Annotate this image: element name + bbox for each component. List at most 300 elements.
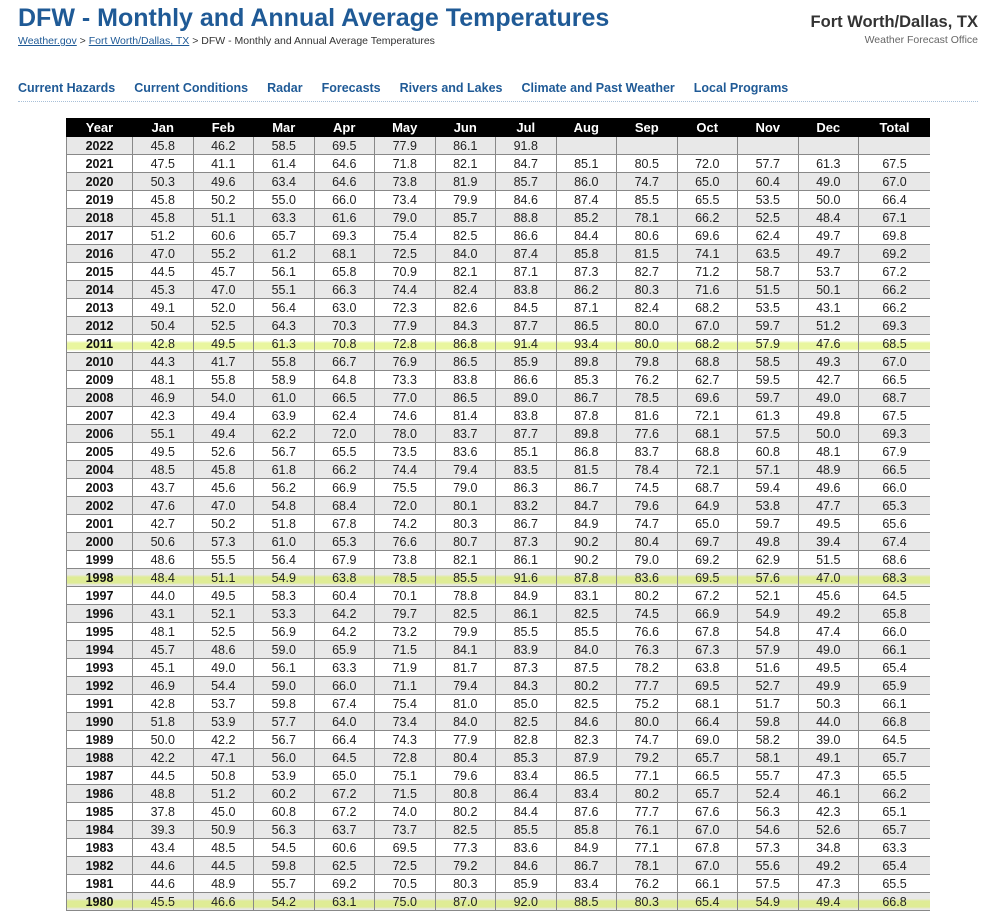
- month-temp-cell: 66.4: [677, 713, 738, 731]
- month-temp-cell: 58.3: [254, 587, 315, 605]
- month-temp-cell: 45.8: [193, 461, 254, 479]
- month-temp-cell: 52.7: [738, 677, 799, 695]
- month-temp-cell: 72.1: [677, 407, 738, 425]
- month-temp-cell: 85.5: [617, 191, 678, 209]
- month-temp-cell: 58.9: [254, 371, 315, 389]
- total-cell: 65.6: [859, 515, 931, 533]
- nav-rivers-and-lakes[interactable]: Rivers and Lakes: [399, 81, 503, 95]
- total-cell: 63.3: [859, 839, 931, 857]
- month-temp-cell: 55.7: [738, 767, 799, 785]
- month-temp-cell: 62.7: [677, 371, 738, 389]
- month-temp-cell: 59.8: [254, 857, 315, 875]
- month-temp-cell: 69.3: [314, 227, 375, 245]
- table-row: [67, 227, 931, 245]
- month-temp-cell: 69.5: [677, 677, 738, 695]
- month-temp-cell: 56.7: [254, 731, 315, 749]
- month-temp-cell: 73.4: [375, 191, 436, 209]
- month-temp-cell: 84.1: [435, 641, 496, 659]
- month-temp-cell: 82.5: [435, 227, 496, 245]
- year-cell: 1991: [67, 695, 133, 713]
- month-temp-cell: 86.0: [556, 173, 617, 191]
- month-temp-cell: 43.4: [133, 839, 194, 857]
- month-temp-cell: 57.3: [193, 533, 254, 551]
- month-temp-cell: 68.2: [677, 299, 738, 317]
- month-temp-cell: 80.3: [435, 515, 496, 533]
- month-temp-cell: 51.8: [254, 515, 315, 533]
- month-temp-cell: 58.5: [738, 353, 799, 371]
- month-temp-cell: 86.4: [496, 785, 557, 803]
- month-temp-cell: 62.2: [254, 425, 315, 443]
- month-temp-cell: 83.7: [435, 425, 496, 443]
- month-temp-cell: 75.4: [375, 695, 436, 713]
- month-temp-cell: 54.9: [254, 569, 315, 587]
- month-temp-cell: 83.6: [435, 443, 496, 461]
- month-temp-cell: 69.5: [314, 137, 375, 155]
- breadcrumb-link-weather-gov[interactable]: Weather.gov: [18, 35, 77, 47]
- month-temp-cell: 78.2: [617, 659, 678, 677]
- month-temp-cell: 64.2: [314, 623, 375, 641]
- nav-current-hazards[interactable]: Current Hazards: [18, 81, 116, 95]
- month-temp-cell: 45.7: [193, 263, 254, 281]
- month-temp-cell: 61.3: [738, 407, 799, 425]
- year-cell: 2017: [67, 227, 133, 245]
- total-cell: 65.4: [859, 857, 931, 875]
- month-temp-cell: 80.4: [435, 749, 496, 767]
- month-temp-cell: 71.2: [677, 263, 738, 281]
- page-header: [0, 0, 996, 60]
- total-cell: 64.5: [859, 587, 931, 605]
- month-temp-cell: 63.3: [314, 659, 375, 677]
- year-cell: 2004: [67, 461, 133, 479]
- month-temp-cell: 86.7: [556, 389, 617, 407]
- month-temp-cell: 37.8: [133, 803, 194, 821]
- month-temp-cell: 50.0: [798, 191, 859, 209]
- month-temp-cell: 81.7: [435, 659, 496, 677]
- year-cell: 1998: [67, 569, 133, 587]
- nav-radar[interactable]: Radar: [267, 81, 303, 95]
- month-temp-cell: 56.2: [254, 479, 315, 497]
- table-row: [67, 407, 931, 425]
- month-temp-cell: 62.4: [738, 227, 799, 245]
- month-temp-cell: 61.8: [254, 461, 315, 479]
- year-cell: 2007: [67, 407, 133, 425]
- table-row: [67, 587, 931, 605]
- month-temp-cell: 87.5: [556, 659, 617, 677]
- month-temp-cell: 44.5: [133, 767, 194, 785]
- month-temp-cell: 86.7: [556, 857, 617, 875]
- month-temp-cell: 56.7: [254, 443, 315, 461]
- month-temp-cell: 55.7: [254, 875, 315, 893]
- month-temp-cell: 49.0: [798, 641, 859, 659]
- month-temp-cell: 50.2: [193, 191, 254, 209]
- month-temp-cell: 86.1: [496, 551, 557, 569]
- month-temp-cell: 66.0: [314, 191, 375, 209]
- column-header-mar: Mar: [254, 119, 315, 137]
- month-temp-cell: 54.6: [738, 821, 799, 839]
- month-temp-cell: 54.9: [738, 893, 799, 911]
- column-header-jan: Jan: [133, 119, 194, 137]
- month-temp-cell: 51.5: [798, 551, 859, 569]
- total-cell: 69.3: [859, 317, 931, 335]
- column-header-total: Total: [859, 119, 931, 137]
- month-temp-cell: 67.2: [314, 803, 375, 821]
- month-temp-cell: 82.5: [435, 821, 496, 839]
- month-temp-cell: 85.9: [496, 353, 557, 371]
- month-temp-cell: 80.3: [435, 875, 496, 893]
- month-temp-cell: 83.4: [556, 875, 617, 893]
- month-temp-cell: 82.5: [556, 695, 617, 713]
- month-temp-cell: 49.5: [133, 443, 194, 461]
- year-cell: 2005: [67, 443, 133, 461]
- month-temp-cell: 48.8: [133, 785, 194, 803]
- column-header-aug: Aug: [556, 119, 617, 137]
- table-row: [67, 479, 931, 497]
- nav-forecasts[interactable]: Forecasts: [321, 81, 381, 95]
- column-header-year: Year: [67, 119, 133, 137]
- year-cell: 1981: [67, 875, 133, 893]
- month-temp-cell: 83.9: [496, 641, 557, 659]
- month-temp-cell: 42.3: [133, 407, 194, 425]
- month-temp-cell: 83.8: [435, 371, 496, 389]
- table-row: [67, 371, 931, 389]
- month-temp-cell: 71.5: [375, 785, 436, 803]
- month-temp-cell: 51.5: [738, 281, 799, 299]
- month-temp-cell: 84.5: [496, 299, 557, 317]
- month-temp-cell: 69.7: [677, 533, 738, 551]
- month-temp-cell: [617, 137, 678, 155]
- month-temp-cell: 47.5: [133, 155, 194, 173]
- month-temp-cell: 92.0: [496, 893, 557, 911]
- column-header-feb: Feb: [193, 119, 254, 137]
- total-cell: 67.0: [859, 353, 931, 371]
- month-temp-cell: 79.4: [435, 677, 496, 695]
- month-temp-cell: 71.8: [375, 155, 436, 173]
- month-temp-cell: 50.0: [133, 731, 194, 749]
- month-temp-cell: 86.5: [556, 767, 617, 785]
- month-temp-cell: 74.2: [375, 515, 436, 533]
- total-cell: 66.2: [859, 785, 931, 803]
- month-temp-cell: 85.0: [496, 695, 557, 713]
- column-header-sep: Sep: [617, 119, 678, 137]
- month-temp-cell: 86.7: [556, 479, 617, 497]
- month-temp-cell: 72.8: [375, 749, 436, 767]
- month-temp-cell: 46.1: [798, 785, 859, 803]
- month-temp-cell: 52.0: [193, 299, 254, 317]
- month-temp-cell: 48.6: [193, 641, 254, 659]
- month-temp-cell: 73.8: [375, 551, 436, 569]
- month-temp-cell: 72.0: [314, 425, 375, 443]
- month-temp-cell: 83.4: [496, 767, 557, 785]
- month-temp-cell: 49.8: [798, 407, 859, 425]
- month-temp-cell: 55.8: [193, 371, 254, 389]
- table-row: [67, 569, 931, 587]
- month-temp-cell: 56.3: [254, 821, 315, 839]
- month-temp-cell: 61.4: [254, 155, 315, 173]
- month-temp-cell: 49.4: [798, 893, 859, 911]
- month-temp-cell: 82.1: [435, 551, 496, 569]
- month-temp-cell: 87.4: [496, 245, 557, 263]
- month-temp-cell: 80.7: [435, 533, 496, 551]
- total-cell: 65.5: [859, 875, 931, 893]
- month-temp-cell: 60.2: [254, 785, 315, 803]
- year-cell: 1994: [67, 641, 133, 659]
- table-row: [67, 731, 931, 749]
- month-temp-cell: 76.2: [617, 371, 678, 389]
- month-temp-cell: 78.1: [617, 857, 678, 875]
- month-temp-cell: 65.0: [314, 767, 375, 785]
- month-temp-cell: 53.5: [738, 299, 799, 317]
- month-temp-cell: 66.9: [314, 479, 375, 497]
- month-temp-cell: 76.3: [617, 641, 678, 659]
- table-row: [67, 155, 931, 173]
- month-temp-cell: 79.2: [617, 749, 678, 767]
- total-cell: 69.2: [859, 245, 931, 263]
- year-cell: 1990: [67, 713, 133, 731]
- month-temp-cell: 87.0: [435, 893, 496, 911]
- month-temp-cell: 87.8: [556, 569, 617, 587]
- total-cell: 67.0: [859, 173, 931, 191]
- month-temp-cell: 65.7: [677, 749, 738, 767]
- year-cell: 2000: [67, 533, 133, 551]
- month-temp-cell: 51.2: [133, 227, 194, 245]
- month-temp-cell: 61.3: [254, 335, 315, 353]
- year-cell: 2021: [67, 155, 133, 173]
- month-temp-cell: 74.1: [677, 245, 738, 263]
- month-temp-cell: 46.2: [193, 137, 254, 155]
- month-temp-cell: 78.5: [617, 389, 678, 407]
- month-temp-cell: 48.1: [133, 371, 194, 389]
- month-temp-cell: 66.7: [314, 353, 375, 371]
- month-temp-cell: 85.1: [496, 443, 557, 461]
- month-temp-cell: 79.2: [435, 857, 496, 875]
- month-temp-cell: 43.7: [133, 479, 194, 497]
- month-temp-cell: 53.8: [738, 497, 799, 515]
- month-temp-cell: 88.5: [556, 893, 617, 911]
- month-temp-cell: 80.2: [617, 785, 678, 803]
- breadcrumb-separator: >: [76, 35, 89, 47]
- month-temp-cell: 67.0: [677, 821, 738, 839]
- month-temp-cell: 52.1: [738, 587, 799, 605]
- month-temp-cell: 84.6: [496, 857, 557, 875]
- year-cell: 2014: [67, 281, 133, 299]
- month-temp-cell: 66.3: [314, 281, 375, 299]
- month-temp-cell: 58.5: [254, 137, 315, 155]
- month-temp-cell: 59.7: [738, 389, 799, 407]
- month-temp-cell: 77.7: [617, 677, 678, 695]
- nav-current-conditions[interactable]: Current Conditions: [134, 81, 249, 95]
- month-temp-cell: 56.4: [254, 299, 315, 317]
- month-temp-cell: 91.4: [496, 335, 557, 353]
- total-cell: 67.5: [859, 407, 931, 425]
- month-temp-cell: 77.3: [435, 839, 496, 857]
- month-temp-cell: 79.4: [435, 461, 496, 479]
- breadcrumb-link-fort-worth[interactable]: Fort Worth/Dallas, TX: [88, 35, 190, 47]
- month-temp-cell: 49.2: [798, 605, 859, 623]
- month-temp-cell: 51.2: [798, 317, 859, 335]
- month-temp-cell: 42.8: [133, 695, 194, 713]
- month-temp-cell: 52.5: [193, 623, 254, 641]
- month-temp-cell: 61.3: [798, 155, 859, 173]
- month-temp-cell: 89.0: [496, 389, 557, 407]
- month-temp-cell: 77.9: [375, 137, 436, 155]
- month-temp-cell: 71.9: [375, 659, 436, 677]
- month-temp-cell: 50.4: [133, 317, 194, 335]
- month-temp-cell: 48.9: [798, 461, 859, 479]
- month-temp-cell: 84.4: [556, 227, 617, 245]
- month-temp-cell: 85.3: [496, 749, 557, 767]
- month-temp-cell: 54.9: [738, 605, 799, 623]
- month-temp-cell: 61.2: [254, 245, 315, 263]
- month-temp-cell: 82.5: [435, 605, 496, 623]
- month-temp-cell: 86.8: [435, 335, 496, 353]
- total-cell: 66.0: [859, 479, 931, 497]
- month-temp-cell: 47.7: [798, 497, 859, 515]
- month-temp-cell: 80.0: [617, 317, 678, 335]
- month-temp-cell: 80.0: [617, 713, 678, 731]
- month-temp-cell: 67.0: [677, 857, 738, 875]
- month-temp-cell: 79.8: [617, 353, 678, 371]
- month-temp-cell: 79.0: [617, 551, 678, 569]
- year-cell: 2020: [67, 173, 133, 191]
- month-temp-cell: 49.5: [798, 515, 859, 533]
- table-row: [67, 299, 931, 317]
- month-temp-cell: 82.4: [435, 281, 496, 299]
- year-cell: 2016: [67, 245, 133, 263]
- month-temp-cell: 54.5: [254, 839, 315, 857]
- month-temp-cell: 81.6: [617, 407, 678, 425]
- total-cell: 66.0: [859, 623, 931, 641]
- office-name: Fort Worth/Dallas, TX: [810, 13, 978, 31]
- month-temp-cell: [738, 137, 799, 155]
- month-temp-cell: 79.7: [375, 605, 436, 623]
- year-cell: 2019: [67, 191, 133, 209]
- year-cell: 2003: [67, 479, 133, 497]
- month-temp-cell: 79.0: [375, 209, 436, 227]
- month-temp-cell: 42.2: [193, 731, 254, 749]
- month-temp-cell: 86.5: [435, 389, 496, 407]
- month-temp-cell: 87.7: [496, 317, 557, 335]
- month-temp-cell: 57.1: [738, 461, 799, 479]
- table-row: [67, 893, 931, 911]
- year-cell: 2013: [67, 299, 133, 317]
- month-temp-cell: 86.6: [496, 371, 557, 389]
- month-temp-cell: 49.0: [193, 659, 254, 677]
- month-temp-cell: 50.8: [193, 767, 254, 785]
- month-temp-cell: 45.7: [133, 641, 194, 659]
- month-temp-cell: 51.2: [193, 785, 254, 803]
- month-temp-cell: 65.4: [677, 893, 738, 911]
- month-temp-cell: 63.1: [314, 893, 375, 911]
- month-temp-cell: 79.0: [435, 479, 496, 497]
- month-temp-cell: 59.8: [738, 713, 799, 731]
- page-title: DFW - Monthly and Annual Average Temperatures: [18, 4, 610, 32]
- month-temp-cell: 85.8: [556, 245, 617, 263]
- year-cell: 1988: [67, 749, 133, 767]
- month-temp-cell: 81.5: [617, 245, 678, 263]
- month-temp-cell: 45.8: [133, 191, 194, 209]
- month-temp-cell: 48.4: [133, 569, 194, 587]
- month-temp-cell: 74.3: [375, 731, 436, 749]
- month-temp-cell: 68.4: [314, 497, 375, 515]
- month-temp-cell: 59.4: [738, 479, 799, 497]
- month-temp-cell: 45.3: [133, 281, 194, 299]
- month-temp-cell: 56.4: [254, 551, 315, 569]
- month-temp-cell: 80.3: [617, 893, 678, 911]
- table-row: [67, 623, 931, 641]
- month-temp-cell: 63.4: [254, 173, 315, 191]
- month-temp-cell: 67.6: [677, 803, 738, 821]
- month-temp-cell: 60.8: [254, 803, 315, 821]
- month-temp-cell: 62.9: [738, 551, 799, 569]
- month-temp-cell: 43.1: [798, 299, 859, 317]
- total-cell: 65.8: [859, 605, 931, 623]
- month-temp-cell: 84.6: [556, 713, 617, 731]
- month-temp-cell: 54.4: [193, 677, 254, 695]
- month-temp-cell: 75.0: [375, 893, 436, 911]
- month-temp-cell: 77.1: [617, 767, 678, 785]
- nav-local-programs[interactable]: Local Programs: [693, 81, 789, 95]
- month-temp-cell: 56.3: [738, 803, 799, 821]
- month-temp-cell: 83.5: [496, 461, 557, 479]
- total-cell: 64.5: [859, 731, 931, 749]
- month-temp-cell: 68.1: [677, 695, 738, 713]
- column-header-jul: Jul: [496, 119, 557, 137]
- month-temp-cell: 61.6: [314, 209, 375, 227]
- month-temp-cell: 91.6: [496, 569, 557, 587]
- month-temp-cell: 73.4: [375, 713, 436, 731]
- breadcrumb-separator: >: [189, 35, 202, 47]
- month-temp-cell: 56.0: [254, 749, 315, 767]
- month-temp-cell: 52.6: [193, 443, 254, 461]
- month-temp-cell: 48.4: [798, 209, 859, 227]
- year-cell: 2011: [67, 335, 133, 353]
- total-cell: 66.5: [859, 371, 931, 389]
- year-cell: 1992: [67, 677, 133, 695]
- month-temp-cell: 87.7: [496, 425, 557, 443]
- month-temp-cell: 84.9: [556, 839, 617, 857]
- table-row: [67, 425, 931, 443]
- month-temp-cell: 87.3: [496, 533, 557, 551]
- month-temp-cell: 58.7: [738, 263, 799, 281]
- table-row: [67, 515, 931, 533]
- month-temp-cell: 85.2: [556, 209, 617, 227]
- month-temp-cell: 68.1: [677, 425, 738, 443]
- month-temp-cell: 76.1: [617, 821, 678, 839]
- month-temp-cell: 81.9: [435, 173, 496, 191]
- year-cell: 1985: [67, 803, 133, 821]
- month-temp-cell: 51.8: [133, 713, 194, 731]
- month-temp-cell: 71.1: [375, 677, 436, 695]
- year-cell: 2009: [67, 371, 133, 389]
- month-temp-cell: 46.9: [133, 389, 194, 407]
- month-temp-cell: 50.3: [133, 173, 194, 191]
- month-temp-cell: 66.2: [677, 209, 738, 227]
- month-temp-cell: 47.3: [798, 767, 859, 785]
- total-cell: 68.6: [859, 551, 931, 569]
- month-temp-cell: 69.0: [677, 731, 738, 749]
- month-temp-cell: 64.6: [314, 155, 375, 173]
- month-temp-cell: 65.7: [677, 785, 738, 803]
- month-temp-cell: 64.9: [677, 497, 738, 515]
- month-temp-cell: 77.9: [435, 731, 496, 749]
- nav-climate-and-past-weather[interactable]: Climate and Past Weather: [521, 81, 675, 95]
- month-temp-cell: 43.1: [133, 605, 194, 623]
- month-temp-cell: 60.4: [314, 587, 375, 605]
- month-temp-cell: 51.6: [738, 659, 799, 677]
- month-temp-cell: 44.3: [133, 353, 194, 371]
- table-row: [67, 695, 931, 713]
- month-temp-cell: 63.9: [254, 407, 315, 425]
